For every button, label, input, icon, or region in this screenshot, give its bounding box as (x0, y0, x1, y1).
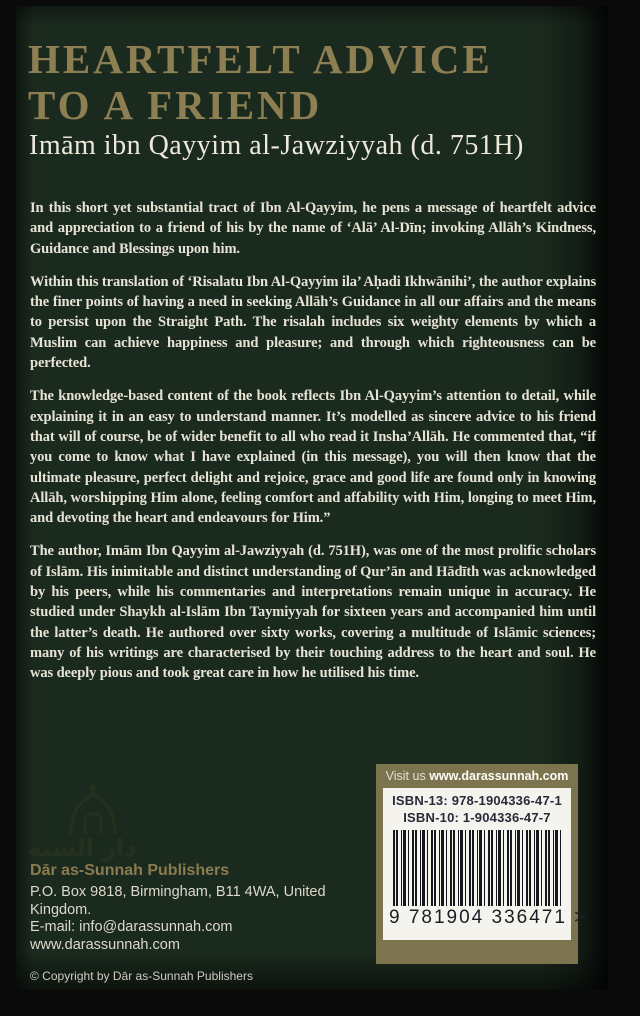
author-name: Imām ibn Qayyim al-Jawziyyah (d. 751H) (29, 130, 524, 161)
blurb-paragraph-1: In this short yet substantial tract of Ibn Al-Qayyim, he pens a message of heartfelt advice and appreciation to a friend of his by the name of ‘Alā’ Al-Dīn; invoking Allāh’s Kindness, Guidance and Blessings upon him. (30, 200, 596, 257)
blurb-paragraph-3: The knowledge-based content of the book reflects Ibn Al-Qayyim’s attention to detail, while explaining it in an easy to understand manner. It’s modelled as sincere advice to his friend that will of course, be of wider benefit to all who read it Insha’Allāh. He commented that, “if you come to know what I have explained (in this message), you will then know that the ultimate pleasure, perfect delight and rejoice, grace and good life are found only in knowing Allāh, worshipping Him alone, feeling comfort and affability with Him, longing to meet Him, and devoting the heart and endeavours for Him.” (30, 388, 596, 527)
visit-us-banner (383, 764, 571, 788)
book-back-cover (16, 6, 608, 990)
publisher-block (30, 862, 390, 983)
book-title-line1: HEARTFELT ADVICE (28, 36, 493, 82)
visit-us-prefix: Visit us (385, 769, 430, 783)
publisher-website: www.darassunnah.com (30, 936, 180, 953)
mosque-dome-icon (62, 782, 124, 836)
blurb-paragraph-4: The author, Imām Ibn Qayyim al-Jawziyyah (d. 751H), was one of the most prolific scholars of Islām. His inimitable and distinct understanding of Qur’ān and Hādīth was acknowledged by his peers, while his commentaries and interpretations remain unique in accuracy. He studied under Shaykh al-Islām Ibn Taymiyyah for sixteen years and accompanied him until the latter’s death. He authored over sixty works, covering a multitude of Islāmic sciences; many of his writings are characterised by their touching address to the heart and soul. He was deeply pious and took great care in how he utilised his time. (30, 543, 596, 682)
visit-us-url: www.darassunnah.com (429, 769, 569, 783)
publisher-logo (26, 782, 138, 864)
barcode-number: 9 781904 336471 > (389, 907, 588, 928)
copyright-notice: © Copyright by Dār as-Sunnah Publishers (30, 969, 253, 983)
book-title (28, 36, 598, 128)
publisher-email: E-mail: info@darassunnah.com (30, 919, 233, 935)
isbn-13: ISBN-13: 978-1904336-47-1 (392, 793, 562, 808)
book-title-line2: TO A FRIEND (28, 82, 323, 128)
barcode-panel (383, 788, 588, 940)
publisher-name: Dār as-Sunnah Publishers (30, 862, 230, 879)
blurb-text (30, 198, 596, 697)
barcode-sticker (376, 764, 588, 964)
blurb-paragraph-2: Within this translation of ‘Risalatu Ibn Al-Qayyim ila’ Aḥadi Ikhwānihi’, the author explains the finer points of having a need in seeking Allāh’s Guidance in all our affairs and the means to persist upon the Straight Path. The risalah includes six weighty elements by which a Muslim can achieve happiness and pleasure; and through which righteousness can be perfected. (30, 273, 596, 372)
publisher-logo-arabic-text: دار السنة (28, 834, 137, 862)
barcode (393, 830, 561, 906)
publisher-address: P.O. Box 9818, Birmingham, B11 4WA, United Kingdom. (30, 884, 326, 918)
isbn-10: ISBN-10: 1-904336-47-7 (403, 809, 551, 825)
